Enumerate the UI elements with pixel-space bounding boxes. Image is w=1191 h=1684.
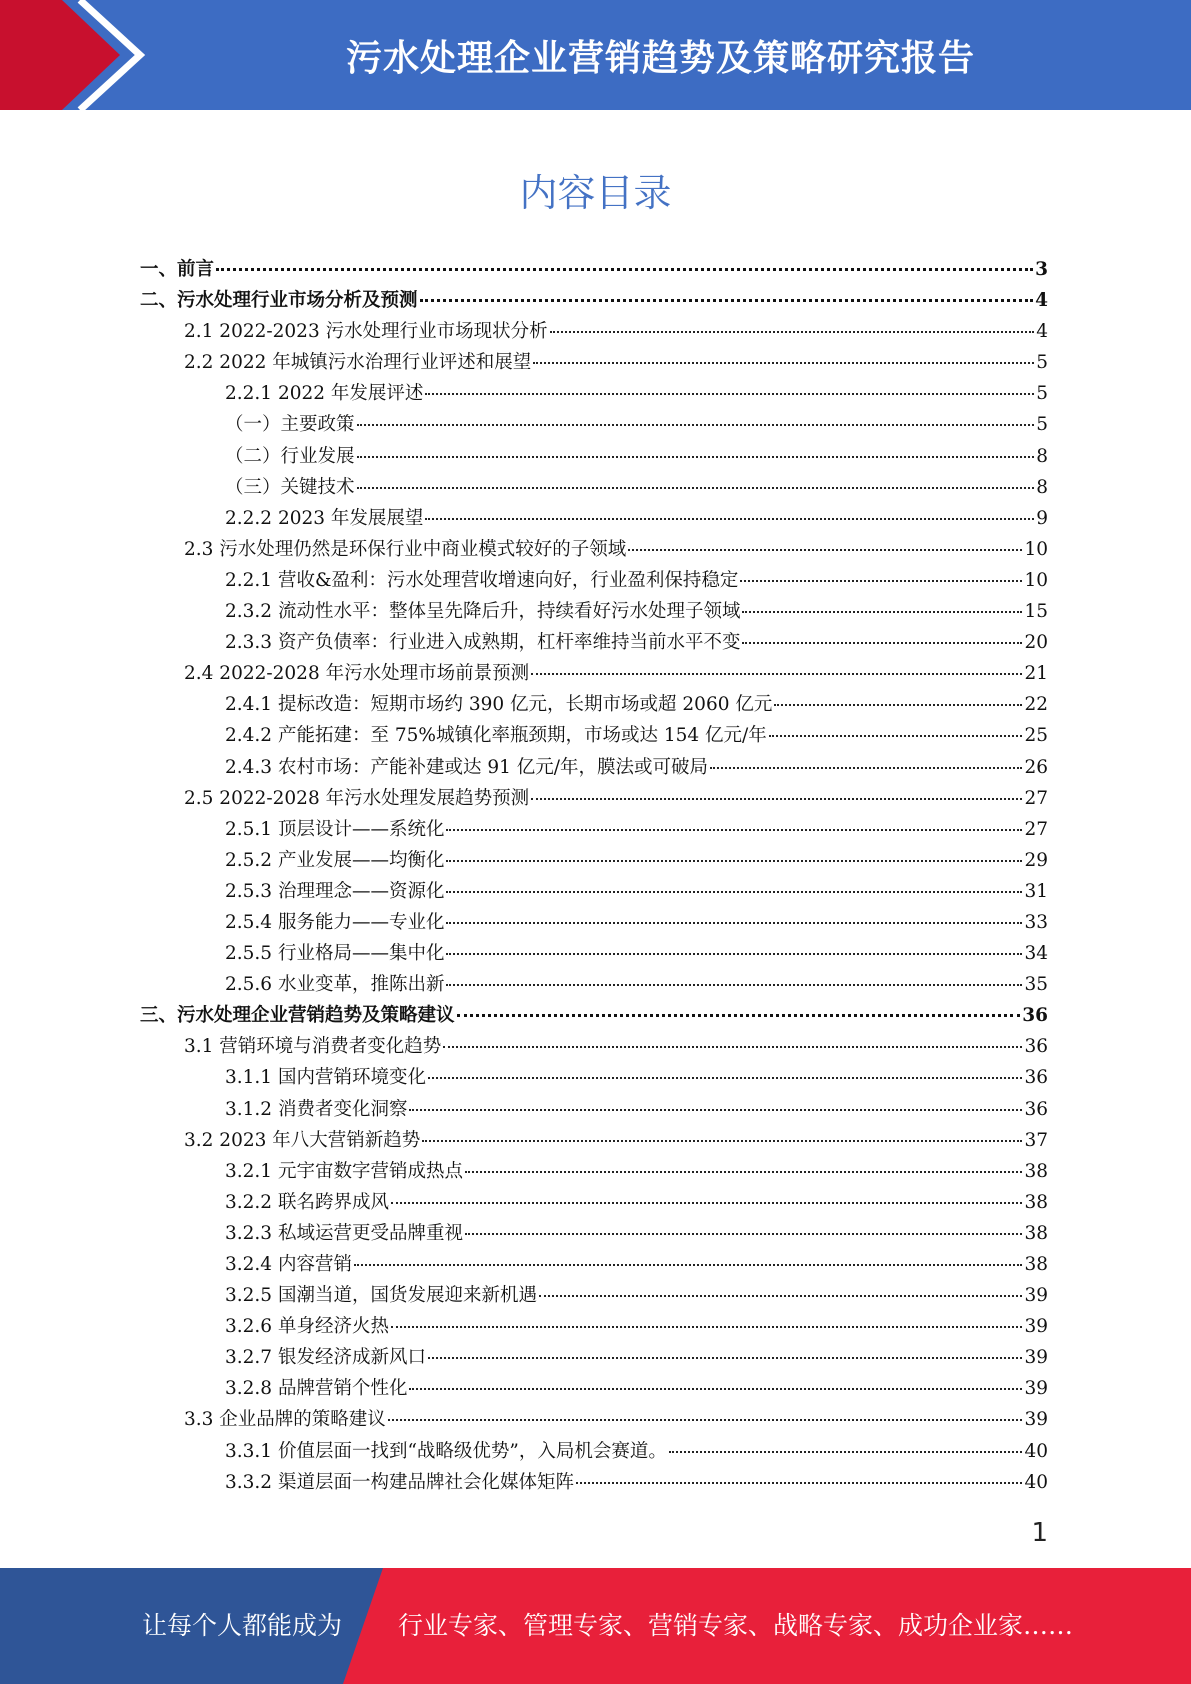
toc-dot-leader (446, 953, 1022, 955)
toc-entry[interactable] (140, 938, 1048, 969)
toc-dot-leader (710, 767, 1022, 769)
toc-dot-leader (465, 1233, 1022, 1235)
toc-entry[interactable] (140, 1031, 1048, 1062)
toc-entry-label: 2.5.1 顶层设计——系统化 (225, 818, 445, 840)
toc-entry-page: 36 (1024, 1036, 1048, 1058)
toc-entry-label: 2.4 2022-2028 年污水处理市场前景预测 (184, 663, 530, 685)
toc-dot-leader (357, 424, 1035, 426)
toc-entry-page: 29 (1024, 849, 1048, 871)
footer-slogan-right: 行业专家、管理专家、营销专家、战略专家、成功企业家…… (398, 1611, 1074, 1640)
toc-entry-page: 5 (1036, 414, 1048, 436)
toc-entry-page: 36 (1022, 1005, 1048, 1027)
toc-entry[interactable] (140, 1094, 1048, 1125)
footer-slogan-left: 让每个人都能成为 (142, 1611, 343, 1640)
toc-dot-leader (669, 1451, 1023, 1453)
toc-entry-page: 39 (1024, 1378, 1048, 1400)
toc-entry[interactable] (140, 441, 1048, 472)
toc-entry[interactable] (140, 1311, 1048, 1342)
toc-entry-page: 36 (1024, 1098, 1048, 1120)
toc-entry-label: （三）关键技术 (225, 476, 355, 498)
toc-entry-page: 27 (1024, 818, 1048, 840)
toc-dot-leader (357, 456, 1035, 458)
toc-entry-page: 4 (1036, 321, 1048, 343)
toc-entry-label: 3.2.3 私域运营更受品牌重视 (225, 1222, 463, 1244)
toc-entry-page: 40 (1024, 1471, 1048, 1493)
toc-dot-leader (774, 704, 1022, 706)
toc-dot-leader (409, 1109, 1022, 1111)
toc-dot-leader (465, 1171, 1022, 1173)
toc-entry-page: 37 (1024, 1129, 1048, 1151)
toc-dot-leader (216, 268, 1033, 271)
toc-entry-label: 2.4.3 农村市场：产能补建或达 91 亿元/年，膜法或可破局 (225, 756, 708, 778)
toc-dot-leader (446, 984, 1022, 986)
toc-entry-label: 3.3 企业品牌的策略建议 (184, 1409, 386, 1431)
toc-entry[interactable] (140, 347, 1048, 378)
toc-entry-label: 3.2 2023 年八大营销新趋势 (184, 1129, 421, 1151)
toc-dot-leader (446, 829, 1022, 831)
toc-dot-leader (550, 331, 1035, 333)
toc-entry-label: 2.2.2 2023 年发展展望 (225, 507, 424, 529)
toc-entry[interactable] (140, 876, 1048, 907)
toc-entry-label: （一）主要政策 (225, 414, 355, 436)
toc-entry[interactable] (140, 752, 1048, 783)
toc-entry-page: 40 (1024, 1440, 1048, 1462)
toc-entry[interactable] (140, 472, 1048, 503)
toc-entry[interactable] (140, 503, 1048, 534)
toc-dot-leader (531, 673, 1022, 675)
toc-entry-page: 31 (1024, 880, 1048, 902)
toc-entry[interactable] (140, 720, 1048, 751)
toc-entry-page: 38 (1024, 1160, 1048, 1182)
toc-entry-page: 39 (1024, 1409, 1048, 1431)
toc-dot-leader (391, 1326, 1022, 1328)
table-of-contents (140, 254, 1048, 1498)
toc-entry[interactable] (140, 689, 1048, 720)
toc-entry[interactable] (140, 534, 1048, 565)
toc-entry-label: 2.5.6 水业变革，推陈出新 (225, 974, 445, 996)
toc-entry-page: 21 (1024, 663, 1048, 685)
toc-dot-leader (533, 362, 1034, 364)
toc-entry-page: 9 (1036, 507, 1048, 529)
toc-entry-label: 2.5 2022-2028 年污水处理发展趋势预测 (184, 787, 530, 809)
toc-entry-page: 4 (1035, 290, 1048, 312)
toc-entry-label: 2.1 2022-2023 污水处理行业市场现状分析 (184, 321, 548, 343)
toc-dot-leader (428, 1357, 1022, 1359)
toc-entry-label: 3.2.2 联名跨界成风 (225, 1191, 389, 1213)
toc-entry[interactable] (140, 1000, 1048, 1031)
toc-entry-label: 3.2.8 品牌营销个性化 (225, 1378, 408, 1400)
toc-entry[interactable] (140, 1373, 1048, 1404)
toc-entry[interactable] (140, 1249, 1048, 1280)
toc-entry-page: 15 (1024, 601, 1048, 623)
toc-entry-page: 38 (1024, 1254, 1048, 1275)
toc-entry[interactable] (140, 378, 1048, 409)
toc-entry-page: 26 (1024, 756, 1048, 778)
toc-heading: 内容目录 (519, 171, 672, 215)
toc-entry-page: 8 (1036, 445, 1048, 467)
toc-entry-label: 2.4.1 提标改造：短期市场约 390 亿元，长期市场或超 2060 亿元 (225, 694, 773, 716)
toc-dot-leader (740, 580, 1022, 582)
toc-entry-label: 2.2.1 2022 年发展评述 (225, 383, 424, 405)
toc-entry-page: 10 (1024, 569, 1048, 591)
toc-entry-page: 36 (1024, 1067, 1048, 1089)
toc-entry[interactable] (140, 285, 1048, 316)
toc-entry-label: 3.2.7 银发经济成新风口 (225, 1347, 426, 1369)
toc-entry-label: 2.5.3 治理理念——资源化 (225, 880, 445, 902)
toc-entry-label: 2.5.5 行业格局——集中化 (225, 943, 445, 965)
toc-entry[interactable] (140, 1062, 1048, 1093)
toc-dot-leader (531, 798, 1022, 800)
toc-entry-page: 35 (1024, 974, 1048, 996)
toc-entry-label: 3.3.1 价值层面一找到“战略级优势”，入局机会赛道。 (225, 1440, 667, 1462)
toc-entry-label: 2.3.2 流动性水平：整体呈先降后升，持续看好污水处理子领域 (225, 601, 741, 623)
toc-dot-leader (425, 393, 1034, 395)
toc-entry[interactable] (140, 627, 1048, 658)
toc-entry[interactable] (140, 814, 1048, 845)
footer-band (0, 1568, 1191, 1684)
toc-dot-leader (425, 518, 1034, 520)
toc-entry-page: 27 (1024, 787, 1048, 809)
toc-entry-label: 3.1.1 国内营销环境变化 (225, 1067, 426, 1089)
toc-entry-page: 5 (1036, 352, 1048, 374)
toc-entry[interactable] (140, 1404, 1048, 1435)
toc-entry-page: 34 (1024, 943, 1048, 965)
toc-entry-page: 20 (1024, 632, 1048, 654)
toc-dot-leader (742, 642, 1022, 644)
toc-entry-label: 2.4.2 产能拓建：至 75%城镇化率瓶颈期，市场或达 154 亿元/年 (225, 725, 767, 747)
toc-dot-leader (446, 891, 1022, 893)
toc-entry-page: 39 (1024, 1285, 1048, 1307)
toc-entry-label: 3.2.6 单身经济火热 (225, 1316, 389, 1338)
toc-entry[interactable] (140, 907, 1048, 938)
toc-entry-label: 2.2.1 营收&盈利：污水处理营收增速向好，行业盈利保持稳定 (225, 569, 739, 591)
toc-entry-label: 2.3 污水处理仍然是环保行业中商业模式较好的子领域 (184, 538, 627, 560)
toc-dot-leader (446, 860, 1022, 862)
toc-entry-label: 2.5.2 产业发展——均衡化 (225, 849, 445, 871)
toc-dot-leader (457, 1014, 1021, 1017)
toc-dot-leader (769, 735, 1023, 737)
toc-entry-label: 3.2.4 内容营销 (225, 1254, 352, 1275)
toc-dot-leader (409, 1388, 1022, 1390)
toc-entry-label: 2.3.3 资产负债率：行业进入成熟期，杠杆率维持当前水平不变 (225, 632, 741, 654)
toc-entry[interactable] (140, 254, 1048, 285)
toc-entry-label: （二）行业发展 (225, 445, 355, 467)
toc-entry-label: 3.1.2 消费者变化洞察 (225, 1098, 408, 1120)
toc-dot-leader (420, 299, 1034, 302)
toc-dot-leader (388, 1419, 1023, 1421)
toc-entry[interactable] (140, 969, 1048, 1000)
toc-dot-leader (443, 1046, 1022, 1048)
toc-entry-page: 38 (1024, 1222, 1048, 1244)
toc-entry-page: 25 (1024, 725, 1048, 747)
toc-entry[interactable] (140, 1467, 1048, 1498)
toc-entry-page: 3 (1035, 259, 1048, 280)
toc-entry-page: 22 (1024, 694, 1048, 716)
toc-dot-leader (357, 487, 1035, 489)
toc-dot-leader (428, 1077, 1022, 1079)
toc-entry[interactable] (140, 565, 1048, 596)
toc-entry[interactable] (140, 316, 1048, 347)
report-title: 污水处理企业营销趋势及策略研究报告 (345, 37, 975, 79)
toc-dot-leader (539, 1295, 1022, 1297)
toc-entry-label: 2.2 2022 年城镇污水治理行业评述和展望 (184, 352, 532, 374)
toc-entry[interactable] (140, 783, 1048, 814)
toc-entry[interactable] (140, 845, 1048, 876)
toc-entry-label: 2.5.4 服务能力——专业化 (225, 911, 445, 933)
toc-dot-leader (742, 611, 1022, 613)
toc-entry[interactable] (140, 1342, 1048, 1373)
toc-entry[interactable] (140, 409, 1048, 440)
toc-entry-label: 3.1 营销环境与消费者变化趋势 (184, 1036, 442, 1058)
toc-entry-label: 3.2.1 元宇宙数字营销成热点 (225, 1160, 463, 1182)
toc-entry[interactable] (140, 1125, 1048, 1156)
toc-dot-leader (446, 922, 1022, 924)
toc-dot-leader (354, 1264, 1023, 1266)
toc-entry-page: 5 (1036, 383, 1048, 405)
toc-entry[interactable] (140, 658, 1048, 689)
page-number: 1 (1031, 1518, 1048, 1548)
toc-entry[interactable] (140, 596, 1048, 627)
toc-entry[interactable] (140, 1218, 1048, 1249)
toc-entry[interactable] (140, 1436, 1048, 1467)
toc-entry-label: 二、污水处理行业市场分析及预测 (140, 290, 418, 312)
toc-entry-page: 38 (1024, 1191, 1048, 1213)
toc-entry[interactable] (140, 1187, 1048, 1218)
toc-entry-page: 39 (1024, 1316, 1048, 1338)
toc-entry-page: 39 (1024, 1347, 1048, 1369)
toc-entry[interactable] (140, 1156, 1048, 1187)
header-band (0, 0, 1191, 110)
toc-entry-page: 10 (1024, 538, 1048, 560)
toc-dot-leader (391, 1202, 1022, 1204)
toc-dot-leader (576, 1482, 1022, 1484)
toc-dot-leader (422, 1140, 1022, 1142)
toc-entry[interactable] (140, 1280, 1048, 1311)
toc-entry-label: 三、污水处理企业营销趋势及策略建议 (140, 1005, 455, 1027)
toc-entry-label: 3.3.2 渠道层面一构建品牌社会化媒体矩阵 (225, 1471, 574, 1493)
toc-entry-page: 33 (1024, 911, 1048, 933)
toc-entry-label: 一、前言 (140, 259, 215, 280)
toc-entry-page: 8 (1036, 476, 1048, 498)
toc-entry-label: 3.2.5 国潮当道，国货发展迎来新机遇 (225, 1285, 537, 1307)
toc-dot-leader (628, 549, 1022, 551)
